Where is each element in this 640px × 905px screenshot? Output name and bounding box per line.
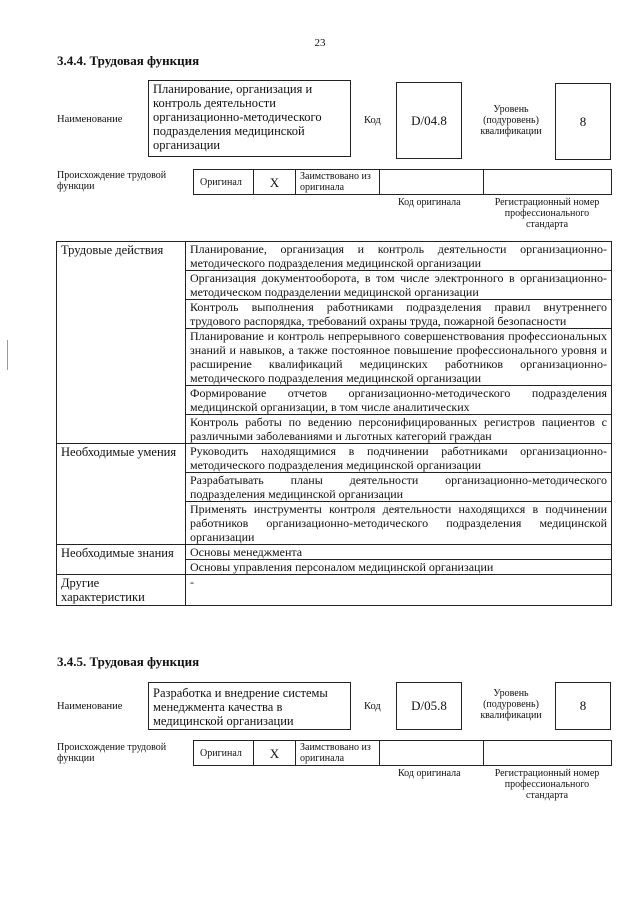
- function-name-2: Разработка и внедрение системы менеджмента качества в медицинской организации: [153, 686, 328, 728]
- function-details-table: [56, 241, 612, 606]
- function-name-box-2: [148, 682, 351, 730]
- skill-item: Применять инструменты контроля деятельности находящихся в подчинении работников организационно-методического подразделения медицинской организации: [186, 502, 612, 545]
- code-box-2: [396, 682, 462, 730]
- borrowed-label-2: Заимствовано из оригинала: [296, 741, 380, 765]
- labor-action-item: Планирование и контроль непрерывного совершенствования профессиональных знаний и навыков, а также постоянное повышение профессионального уровня и расширение квалификаций медицинских работников организационно-методического подразделения медицинской организации: [186, 329, 612, 386]
- other-label: Другие характеристики: [57, 575, 186, 606]
- code-box-1: [396, 82, 462, 159]
- margin-mark: [7, 340, 8, 370]
- code-original-caption-1: Код оригинала: [398, 197, 461, 208]
- level-box-1: [555, 83, 611, 160]
- labor-action-item: Контроль выполнения работниками подразделения правил внутреннего трудового распорядка, требований охраны труда, пожарной безопасности: [186, 300, 612, 329]
- code-original-caption-2: Код оригинала: [398, 768, 461, 779]
- knowledge-label: Необходимые знания: [57, 545, 186, 575]
- origin-label-1: Происхождение трудовой функции: [57, 170, 167, 192]
- reg-number-cell-1: [484, 170, 611, 194]
- labor-action-item: Формирование отчетов организационно-методического подразделения медицинской организации, в том числе аналитических: [186, 386, 612, 415]
- level-value-2: 8: [579, 698, 587, 713]
- labor-actions-label: Трудовые действия: [57, 242, 186, 444]
- page-number: 23: [314, 37, 326, 49]
- labor-action-item: Контроль работы по ведению персонифицированных регистров пациентов с различными заболеваниями и льготных категорий граждан: [186, 415, 612, 444]
- function-name-box-1: [148, 80, 351, 157]
- code-value-2: D/05.8: [411, 698, 447, 713]
- code-original-cell-1: [380, 170, 484, 194]
- skills-label: Необходимые умения: [57, 444, 186, 545]
- borrowed-label-1: Заимствовано из оригинала: [296, 170, 380, 194]
- reg-number-caption-1: Регистрационный номер профессионального стандарта: [494, 197, 600, 230]
- reg-number-cell-2: [484, 741, 611, 765]
- code-label-2: Код: [364, 701, 381, 712]
- name-label-1: Наименование: [57, 114, 123, 125]
- other-value: -: [186, 575, 612, 606]
- skill-item: Разрабатывать планы деятельности организационно-методического подразделения медицинской организации: [186, 473, 612, 502]
- table-row: [57, 242, 612, 271]
- origin-label-2: Происхождение трудовой функции: [57, 742, 167, 764]
- section-title-1: 3.4.4. Трудовая функция: [57, 53, 200, 68]
- level-value-1: 8: [579, 113, 587, 129]
- level-label-2: Уровень (подуровень) квалификации: [480, 688, 542, 721]
- original-mark-1: X: [254, 170, 296, 194]
- labor-action-item: Планирование, организация и контроль деятельности организационно-методического подразделения медицинской организации: [186, 242, 612, 271]
- original-label-1: Оригинал: [194, 170, 254, 194]
- knowledge-item: Основы управления персоналом медицинской организации: [186, 560, 612, 575]
- code-value-1: D/04.8: [411, 112, 447, 128]
- table-row: [57, 545, 612, 560]
- level-box-2: [555, 682, 611, 730]
- level-label-1: Уровень (подуровень) квалификации: [480, 104, 542, 137]
- code-original-cell-2: [380, 741, 484, 765]
- labor-action-item: Организация документооборота, в том числе электронного в организационно-методическом подразделении медицинской организации: [186, 271, 612, 300]
- table-row: [57, 444, 612, 473]
- section-title-2: 3.4.5. Трудовая функция: [57, 654, 200, 669]
- name-label-2: Наименование: [57, 701, 123, 712]
- origin-row-2: [193, 740, 612, 766]
- reg-number-caption-2: Регистрационный номер профессионального стандарта: [494, 768, 600, 801]
- function-name-1: Планирование, организация и контроль деятельности организационно-методического подразделения медицинской организации: [153, 82, 322, 152]
- original-mark-2: X: [254, 741, 296, 765]
- table-row: [57, 575, 612, 606]
- skill-item: Руководить находящимися в подчинении работниками организационно-методического подразделения медицинской организации: [186, 444, 612, 473]
- original-label-2: Оригинал: [194, 741, 254, 765]
- code-label-1: Код: [364, 115, 381, 126]
- knowledge-item: Основы менеджмента: [186, 545, 612, 560]
- origin-row-1: [193, 169, 612, 195]
